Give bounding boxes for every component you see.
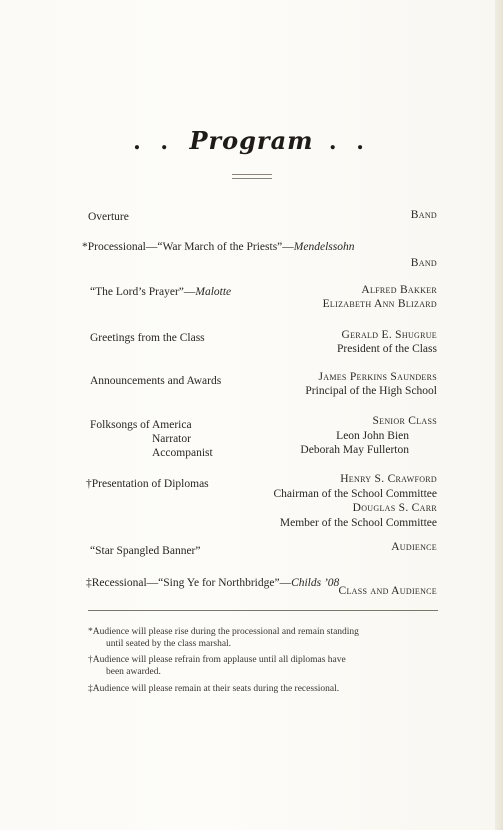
title-word: Program [189,126,314,155]
item-folksongs-accompanist-label: Accompanist [152,447,213,459]
footnote-recessional-line1: ‡Audience will please remain at their seats during the recessional. [88,684,340,694]
title-divider-bottom [232,178,272,179]
item-diplomas-label: †Presentation of Diplomas [86,478,209,490]
item-diplomas-role-2: Member of the School Committee [279,517,437,529]
item-recessional-label: ‡Recessional—“Sing Ye for Northbridge”—Childs ’08 [86,577,340,589]
item-greetings-label: Greetings from the Class [90,332,205,344]
program-title [0,126,503,155]
item-diplomas-presenter-1: Henry S. Crawford [340,473,437,485]
item-folksongs-label: Folksongs of America [90,419,192,431]
footnote-processional-line2: until seated by the class marshal. [106,639,232,649]
item-processional-performer: Band [410,257,437,269]
item-diplomas-role-1: Chairman of the School Committee [273,488,437,500]
item-folksongs-narrator-name: Leon John Bien [336,430,409,442]
item-lords-prayer-performer-2: Elizabeth Ann Blizard [322,298,437,310]
footnote-diplomas-line1: †Audience will please refrain from applause until all diplomas have [88,655,346,665]
item-processional-label: *Processional—“War March of the Priests”—Mendelssohn [82,241,355,253]
item-folksongs-narrator-label: Narrator [152,433,191,445]
title-divider-top [232,174,272,175]
item-overture-label: Overture [88,211,129,223]
item-greetings-speaker: Gerald E. Shugrue [341,329,437,341]
footnote-rule [88,610,438,611]
item-lords-prayer-label: “The Lord’s Prayer”—Malotte [90,286,232,298]
item-folksongs-accompanist-name: Deborah May Fullerton [300,444,409,456]
item-folksongs-performer: Senior Class [372,415,437,427]
item-greetings-role: President of the Class [337,343,437,355]
item-anthem-label: “Star Spangled Banner” [90,545,201,557]
item-announcements-label: Announcements and Awards [90,375,222,387]
item-lords-prayer-performer-1: Alfred Bakker [361,284,437,296]
footnote-diplomas-line2: been awarded. [106,667,161,677]
item-announcements-speaker: James Perkins Saunders [318,371,437,383]
footnote-processional-line1: *Audience will please rise during the processional and remain standing [88,627,359,637]
item-anthem-performer: Audience [391,541,437,553]
title-dots-left: . . [133,129,175,155]
item-recessional-performer: Class and Audience [338,585,437,597]
item-diplomas-presenter-2: Douglas S. Carr [352,502,437,514]
page-edge [495,0,503,830]
item-announcements-role: Principal of the High School [305,385,437,397]
item-overture-performer: Band [410,209,437,221]
title-dots-right: . . [328,129,370,155]
